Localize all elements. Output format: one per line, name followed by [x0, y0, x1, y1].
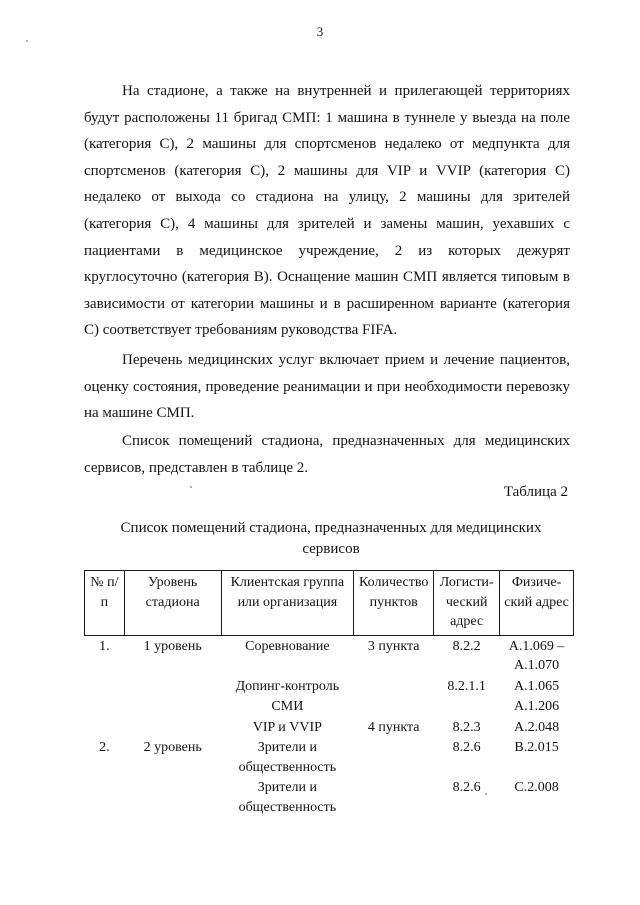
cell-level [124, 717, 221, 738]
cell-physical-address: А.1.065 [514, 678, 560, 694]
cell-points: 4 пункта [367, 719, 420, 735]
cell-level: 1 уровень [143, 638, 202, 654]
table-row [85, 717, 574, 738]
cell-client-group: Соревнование [245, 638, 330, 654]
header-stadium-level: Уровень стадиона [124, 571, 221, 636]
header-client-group: Клиентская группа или организация [221, 571, 354, 636]
table-row [85, 676, 574, 697]
cell-number: 2. [99, 740, 110, 755]
cell-level [124, 777, 221, 817]
cell-level: 2 уровень [143, 740, 202, 755]
cell-client-group: Зрители и общественность [238, 740, 337, 775]
cell-points [354, 777, 434, 817]
paragraph-ambulance-teams: На стадионе, а также на внутренней и прилегающей территориях будут расположены 11 бригад СМП: 1 машина в туннеле у выезда на поле (категория С), 2 машины для спортсменов недалеко от медпункта для спортсменов (категория С), 2 машины для VIP и VVIP (категория С) недалеко от выхода со стадиона на улицу, 2 машины для зрителей (категория С), 4 машины для зрителей и замены машин, уехавших с пациентами в медицинское учреждение, 2 из которых дежурят круглосуточно (категория В). Оснащение машин СМП является типовым в зависимости от категории машины и в расширенном варианте (категория С) соответствует требованиям руководства FIFA. [84, 83, 570, 339]
scan-speck [485, 793, 487, 795]
paragraph-medical-services: Перечень медицинских услуг включает прием и лечение пациентов, оценку состояния, проведение реанимации и при необходимости перевозку на машине СМП. [84, 352, 570, 422]
header-points-count: Количество пунктов [354, 571, 434, 636]
cell-points [354, 696, 434, 717]
cell-logistic-address: 8.2.2 [452, 638, 481, 654]
cell-points: 3 пункта [367, 638, 420, 654]
cell-logistic-address: 8.2.3 [452, 719, 481, 735]
cell-level [124, 696, 221, 717]
table-row [85, 777, 574, 817]
table-caption: Список помещений стадиона, предназначенных для медицинских сервисов [120, 520, 542, 557]
cell-level [124, 676, 221, 697]
cell-client-group: СМИ [271, 699, 304, 714]
cell-physical-address: А.2.048 [514, 719, 560, 735]
cell-physical-address: А.1.206 [514, 699, 560, 714]
table-row [85, 635, 574, 676]
table-row [85, 737, 574, 777]
paragraph-table-reference: Список помещений стадиона, предназначенных для медицинских сервисов, представлен в таблице 2. [84, 433, 570, 476]
cell-client-group: Зрители и общественность [238, 780, 337, 815]
cell-logistic-address [434, 696, 500, 717]
table-row [85, 696, 574, 717]
cell-physical-address: В.2.015 [514, 740, 559, 755]
scan-speck [26, 40, 28, 42]
header-physical-address: Физиче-ский адрес [500, 571, 574, 636]
cell-points [354, 737, 434, 777]
cell-number [85, 676, 125, 697]
cell-points [354, 676, 434, 697]
cell-number: 1. [99, 638, 110, 654]
header-number: № п/п [85, 571, 125, 636]
medical-rooms-table [84, 570, 574, 817]
cell-logistic-address: 8.2.6 [452, 740, 481, 755]
cell-number [85, 777, 125, 817]
table-label: Таблица 2 [503, 484, 568, 500]
cell-logistic-address: 8.2.6 [452, 780, 481, 795]
header-logistic-address: Логисти-ческий адрес [434, 571, 500, 636]
table-header-row [85, 571, 574, 636]
page-number: 3 [316, 24, 324, 39]
cell-physical-address: А.1.069 – А.1.070 [508, 638, 565, 673]
cell-physical-address: С.2.008 [514, 780, 559, 795]
cell-client-group: Допинг-контроль [235, 678, 340, 694]
cell-number [85, 696, 125, 717]
cell-client-group: VIP и VVIP [252, 719, 322, 735]
cell-number [85, 717, 125, 738]
cell-logistic-address: 8.2.1.1 [447, 678, 486, 694]
scan-speck [190, 486, 192, 488]
